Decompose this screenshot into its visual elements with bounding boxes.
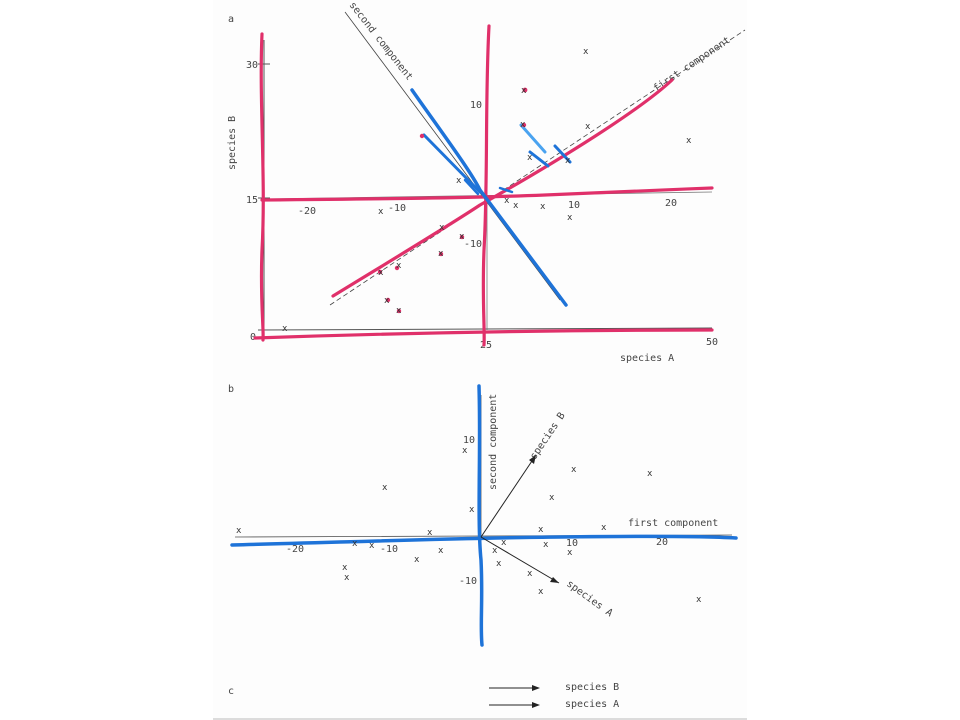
point: x (414, 555, 420, 565)
pc-tick-20: 20 (665, 198, 678, 209)
x-tick-50: 50 (706, 337, 719, 348)
point: x (439, 223, 445, 233)
point: x (520, 120, 526, 130)
point: x (521, 86, 527, 96)
b-x-tick-minus10: -10 (380, 544, 399, 555)
point: x (396, 306, 402, 316)
point: x (540, 202, 546, 212)
point: x (567, 548, 573, 558)
point: x (583, 47, 589, 57)
pc-tick-minus10: -10 (388, 203, 407, 214)
x-tick-25: 25 (480, 340, 493, 351)
point: x (469, 505, 475, 515)
point: x (565, 156, 571, 166)
b-y-tick-10: 10 (463, 435, 476, 446)
point: x (384, 296, 390, 306)
legend-species-b-label: species B (565, 682, 620, 693)
point: x (236, 526, 242, 536)
pink-overdraw-vertical (483, 26, 489, 345)
point: x (647, 469, 653, 479)
panel-b (228, 384, 736, 645)
b-second-component-axis (479, 386, 482, 645)
blue-projection-3 (530, 152, 548, 166)
point: x (369, 541, 375, 551)
y-tick-0: 0 (250, 332, 257, 343)
panel-b-letter: b (228, 384, 235, 395)
panel-c (213, 682, 747, 719)
b-second-component-label: second component (488, 393, 499, 490)
species-a-axis-label: species A (620, 353, 675, 364)
legend-species-a-arrowhead (532, 702, 540, 708)
b-y-tick-minus10: -10 (459, 576, 478, 587)
point: x (686, 136, 692, 146)
point: x (567, 213, 573, 223)
point: x (438, 546, 444, 556)
point: x (538, 587, 544, 597)
point: x (344, 573, 350, 583)
b-x-tick-10: 10 (566, 538, 579, 549)
point: x (382, 483, 388, 493)
point: x (282, 324, 288, 334)
point: x (585, 122, 591, 132)
point: x (504, 196, 510, 206)
point: x (342, 563, 348, 573)
point: x (396, 261, 402, 271)
point: x (352, 539, 358, 549)
point: x (527, 569, 533, 579)
b-x-tick-20: 20 (656, 537, 669, 548)
point: x (571, 465, 577, 475)
point: x (501, 538, 507, 548)
point: x (527, 153, 533, 163)
b-first-component-label: first component (628, 518, 719, 529)
b-species-a-label: species A (564, 578, 615, 620)
pc-tick-minus20: -20 (298, 206, 317, 217)
pc2-tick-10: 10 (470, 100, 483, 111)
point: x (538, 525, 544, 535)
y-tick-30: 30 (246, 60, 259, 71)
point: x (378, 207, 384, 217)
first-component-label-a: first component (651, 34, 733, 95)
point: x (459, 232, 465, 242)
pc2-tick-minus10: -10 (464, 239, 483, 250)
b-x-tick-minus20: -20 (286, 544, 305, 555)
point: x (496, 559, 502, 569)
pink-overdraw-species-b (261, 34, 263, 340)
point: x (492, 546, 498, 556)
point: x (696, 595, 702, 605)
point: x (456, 176, 462, 186)
panel-c-letter: c (228, 686, 235, 697)
panel-a-letter: a (228, 14, 235, 25)
species-b-axis-label: species B (227, 115, 238, 170)
point: x (427, 528, 433, 538)
point: x (601, 523, 607, 533)
point: x (549, 493, 555, 503)
second-component-label-a: second component (346, 0, 415, 83)
panel-a (227, 0, 745, 364)
y-tick-15: 15 (246, 195, 259, 206)
pc-tick-10: 10 (568, 200, 581, 211)
legend-species-a-label: species A (565, 699, 620, 710)
point: x (378, 268, 384, 278)
b-species-b-label: species B (528, 410, 568, 462)
legend-species-b-arrowhead (532, 685, 540, 691)
species-a-arrowhead (550, 577, 559, 583)
point: x (543, 540, 549, 550)
point: x (462, 446, 468, 456)
point: x (438, 249, 444, 259)
point: x (513, 201, 519, 211)
